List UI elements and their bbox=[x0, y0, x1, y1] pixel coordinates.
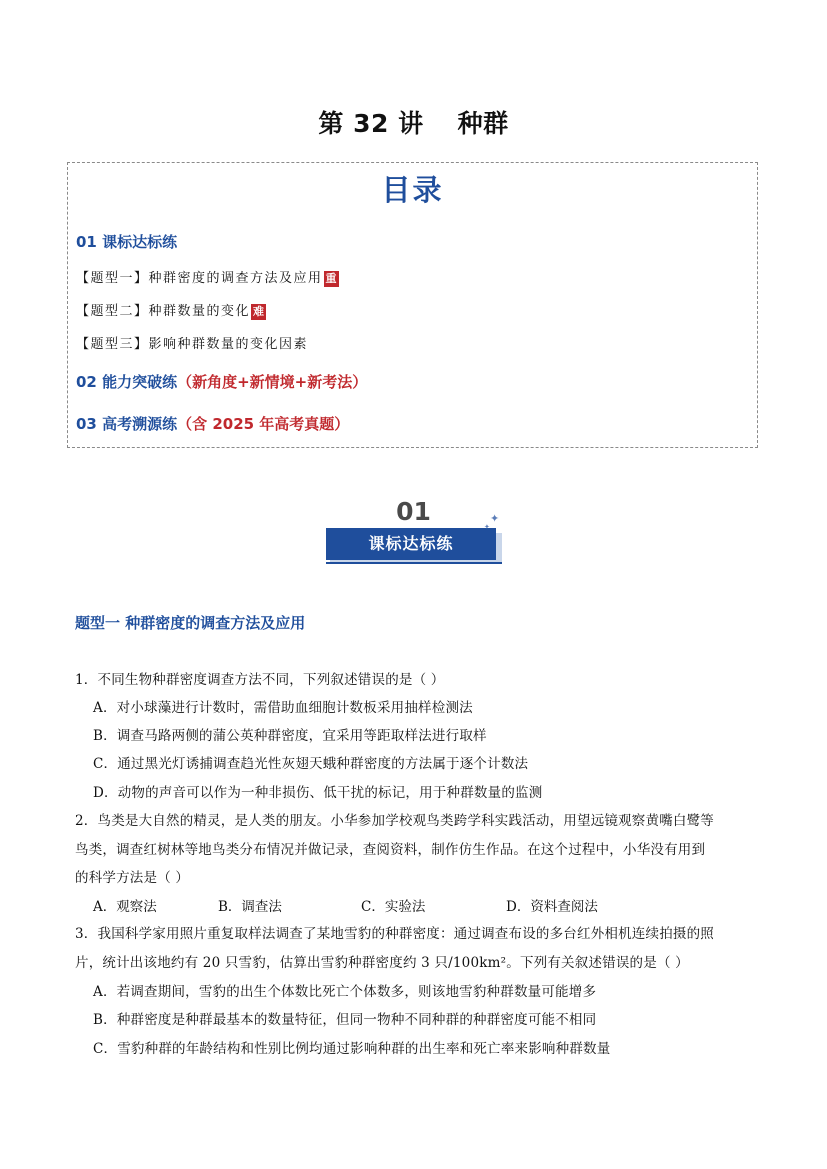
toc-section-3-note: （含 2025 年高考真题） bbox=[177, 415, 350, 433]
section-number: 01 bbox=[396, 497, 431, 526]
q3-option-c[interactable]: C．雪豹种群的年龄结构和性别比例均通过影响种群的出生率和死亡率来影响种群数量 bbox=[93, 1041, 611, 1057]
table-of-contents bbox=[67, 162, 758, 448]
page-title bbox=[0, 104, 827, 140]
badge-underline bbox=[326, 562, 502, 564]
sparkle-icon: ✦ bbox=[490, 512, 500, 525]
q3-stem-line-1: 3．我国科学家用照片重复取样法调查了某地雪豹的种群密度：通过调查布设的多台红外相机连续拍摄的照 bbox=[75, 926, 714, 942]
section-title: 题型一 种群密度的调查方法及应用 bbox=[75, 614, 306, 632]
q1-option-c[interactable]: C．通过黑光灯诱捕调查趋光性灰翅天蛾种群密度的方法属于逐个计数法 bbox=[93, 756, 529, 772]
toc-item-type-2[interactable] bbox=[76, 300, 266, 320]
toc-heading: 目录 bbox=[381, 173, 444, 207]
q1-option-b[interactable]: B．调查马路两侧的蒲公英种群密度，宜采用等距取样法进行取样 bbox=[93, 728, 487, 744]
q2-stem-line-3: 的科学方法是（ ） bbox=[75, 870, 190, 886]
q2-option-c[interactable]: C．实验法 bbox=[361, 899, 426, 915]
q3-stem-line-2: 片，统计出该地约有 20 只雪豹，估算出雪豹种群密度约 3 只/100km²。下列有关叙述错误的是（ ） bbox=[75, 955, 689, 971]
sparkle-small-icon: ✦ bbox=[484, 523, 490, 531]
toc-item-label: 【题型一】种群密度的调查方法及应用 bbox=[76, 271, 323, 286]
lecture-topic: 种群 bbox=[457, 109, 509, 138]
q2-stem-line-1: 2．鸟类是大自然的精灵，是人类的朋友。小华参加学校观鸟类跨学科实践活动，用望远镜观察黄嘴白鹭等 bbox=[75, 813, 714, 829]
lecture-number: 第 32 讲 bbox=[318, 109, 424, 138]
toc-section-1[interactable]: 01 课标达标练 bbox=[76, 233, 178, 251]
section-badge: 课标达标练 bbox=[326, 528, 496, 560]
q2-option-d[interactable]: D．资料查阅法 bbox=[506, 899, 598, 915]
difficulty-badge-hard: 难 bbox=[253, 305, 265, 318]
q2-options bbox=[93, 895, 693, 915]
toc-item-label: 【题型三】影响种群数量的变化因素 bbox=[76, 337, 309, 352]
q1-stem: 1．不同生物种群密度调查方法不同，下列叙述错误的是（ ） bbox=[75, 672, 445, 688]
toc-section-2-note: （新角度+新情境+新考法） bbox=[177, 373, 368, 391]
toc-section-3[interactable] bbox=[76, 413, 349, 434]
q2-stem-line-2: 鸟类，调查红树林等地鸟类分布情况并做记录，查阅资料，制作仿生作品。在这个过程中，小华没有用到 bbox=[75, 842, 706, 858]
toc-section-2-label: 02 能力突破练 bbox=[76, 373, 178, 391]
toc-section-2[interactable] bbox=[76, 371, 367, 392]
q2-option-a[interactable]: A．观察法 bbox=[93, 899, 157, 915]
q1-option-a[interactable]: A．对小球藻进行计数时，需借助血细胞计数板采用抽样检测法 bbox=[93, 700, 473, 716]
toc-item-label: 【题型二】种群数量的变化 bbox=[76, 304, 251, 319]
q1-option-d[interactable]: D．动物的声音可以作为一种非损伤、低干扰的标记，用于种群数量的监测 bbox=[93, 785, 543, 801]
q3-option-a[interactable]: A．若调查期间，雪豹的出生个体数比死亡个体数多，则该地雪豹种群数量可能增多 bbox=[93, 984, 597, 1000]
difficulty-badge-important: 重 bbox=[325, 272, 337, 285]
toc-section-3-label: 03 高考溯源练 bbox=[76, 415, 178, 433]
toc-item-type-1[interactable] bbox=[76, 267, 339, 287]
toc-item-type-3[interactable] bbox=[76, 333, 308, 352]
q2-option-b[interactable]: B．调查法 bbox=[218, 899, 282, 915]
q3-option-b[interactable]: B．种群密度是种群最基本的数量特征，但同一物种不同种群的种群密度可能不相同 bbox=[93, 1012, 597, 1028]
